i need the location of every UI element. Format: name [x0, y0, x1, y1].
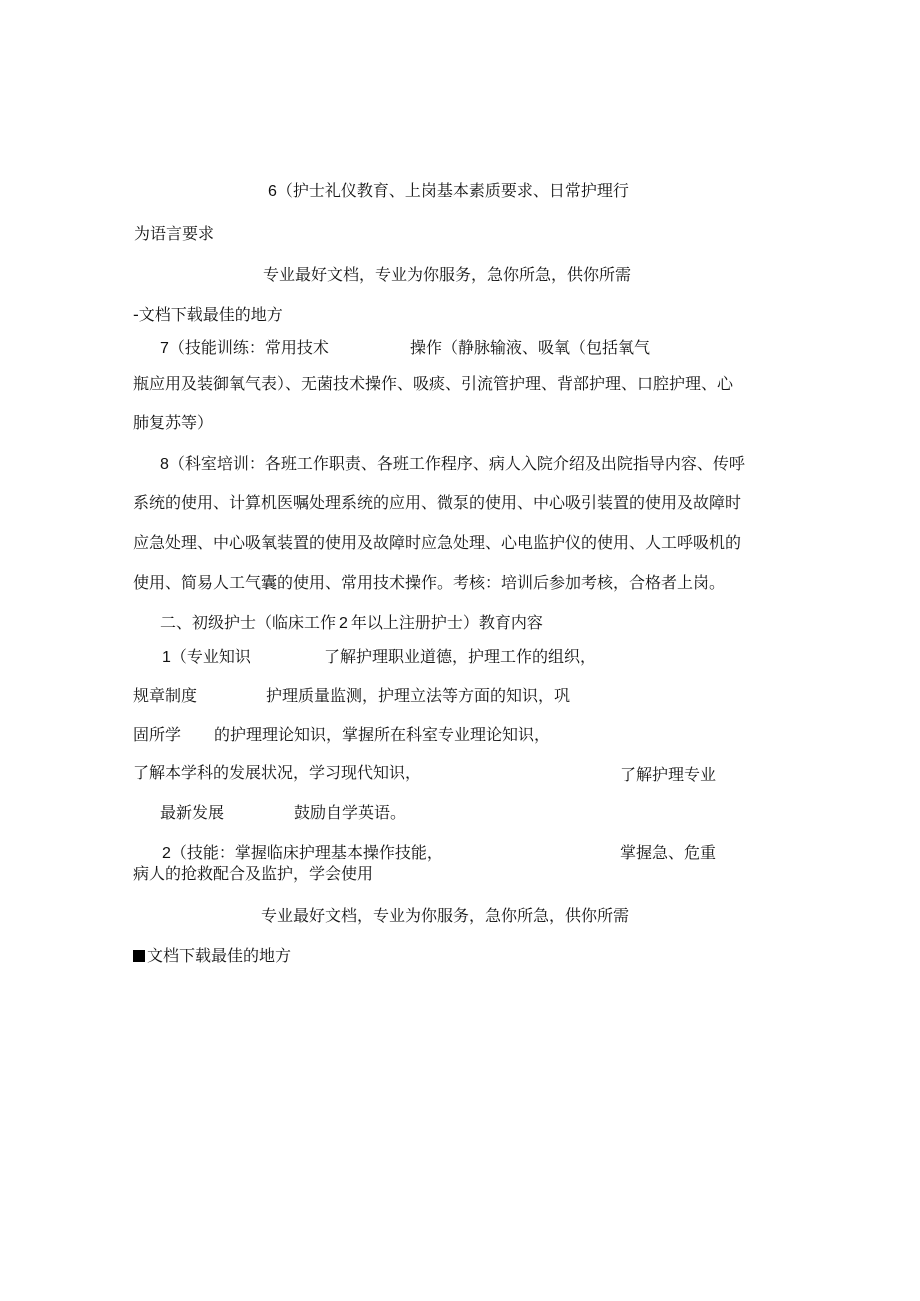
item-number: 1 — [162, 649, 171, 666]
footer-text: 文档下载最佳的地方 — [147, 946, 292, 965]
line-text: 最新发展 — [160, 803, 225, 822]
line-text: 固所学 — [133, 725, 182, 744]
line-6-item — [268, 181, 629, 202]
line-text: 病人的抢救配合及监护，学会使用 — [133, 864, 374, 883]
line-text: 规章制度 — [133, 686, 198, 705]
line-text: （技能训练：常用技术 — [168, 338, 329, 357]
line-text: 掌握急、危重 — [620, 843, 717, 862]
heading-number: 2 — [339, 615, 348, 632]
line-text: 瓶应用及装御氧气表）、无菌技术操作、吸痰、引流管护理、背部护理、口腔护理、心 — [133, 374, 734, 393]
footer-ad-text: 专业最好文档，专业为你服务，急你所急，供你所需 — [263, 265, 632, 284]
line-text: （技能：掌握临床护理基本操作技能， — [170, 843, 443, 862]
heading-text: 年以上注册护士）教育内容 — [350, 613, 543, 632]
heading-text: 二、初级护士（临床工作 — [160, 613, 337, 632]
line-text: 了解本学科的发展状况，学习现代知识， — [133, 763, 422, 782]
item-number: 8 — [160, 456, 169, 473]
line-text: 肺复苏等） — [133, 413, 214, 432]
item-number: 2 — [162, 845, 171, 862]
line-text: 操作（静脉输液、吸氧（包括氧气 — [410, 338, 651, 357]
line-text: 了解护理职业道德，护理工作的组织， — [324, 647, 597, 666]
line-2-item — [162, 843, 443, 864]
line-text: 了解护理专业 — [620, 765, 717, 784]
line-text: （科室培训：各班工作职责、各班工作程序、病人入院介绍及出院指导内容、传呼 — [168, 454, 745, 473]
line-text: 的护理理论知识，掌握所在科室专业理论知识， — [214, 725, 551, 744]
line-text: （专业知识 — [170, 647, 251, 666]
item-number: 6 — [268, 183, 277, 200]
line-1-item — [162, 647, 251, 668]
line-text: 应急处理、中心吸氧装置的使用及故障时应急处理、心电监护仪的使用、人工呼吸机的 — [133, 533, 742, 552]
line-text: 护理质量监测，护理立法等方面的知识，巩 — [266, 686, 571, 705]
line-8-item — [160, 454, 745, 475]
line-7-item — [160, 338, 329, 359]
line-text: 使用、简易人工气囊的使用、常用技术操作。考核：培训后参加考核，合格者上岗。 — [133, 573, 726, 592]
line-text: 系统的使用、计算机医嘱处理系统的应用、微泵的使用、中心吸引装置的使用及故障时 — [133, 493, 742, 512]
line-text: 为语言要求 — [134, 224, 215, 243]
black-square-icon — [133, 950, 145, 962]
line-text: 鼓励自学英语。 — [294, 803, 407, 822]
footer-ad-text: 专业最好文档，专业为你服务，急你所急，供你所需 — [261, 906, 630, 925]
item-number: 7 — [160, 340, 169, 357]
footer-ad-subtext: -文档下载最佳的地方 — [133, 305, 283, 324]
line-text: （护士礼仪教育、上岗基本素质要求、日常护理行 — [276, 181, 629, 200]
section-heading — [160, 613, 543, 634]
footer-ad-subtext — [133, 946, 291, 966]
